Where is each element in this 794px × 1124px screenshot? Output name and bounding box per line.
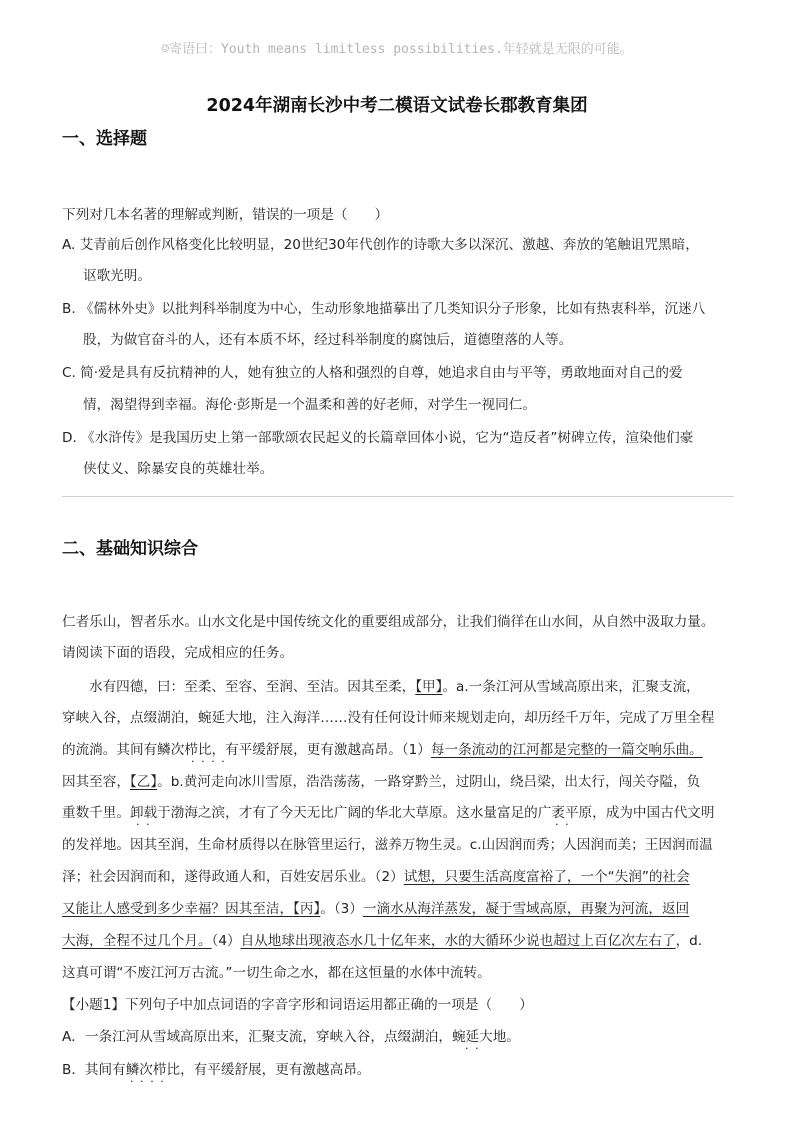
- sub-question-1: 【小题1】下列句子中加点词语的字音字形和词语运用都正确的一项是（ ）: [62, 997, 533, 1013]
- passage-line3: 的流淌。其间有鳞次栉比，有平缓舒展，更有激越高昂。（1）每一条流动的江河都是完整的一篇交响乐曲。: [62, 742, 703, 758]
- blank-bing: 【丙】: [293, 901, 321, 917]
- option-a-line1: A. 艾青前后创作风格变化比较明显，20世纪30年代创作的诗歌大多以深沉、激越、奔放的笔触诅咒黑暗，: [62, 237, 699, 253]
- option-d-line1: D. 《水浒传》是我国历史上第一部歌颂农民起义的长篇章回体小说，它为“造反者”树碑立传，渲染他们豪: [62, 430, 694, 446]
- sub-option-a: A．一条江河从雪域高原出来，汇聚支流，穿峡入谷，点缀湖泊，蜿延大地。: [62, 1029, 520, 1045]
- option-b-line1: B. 《儒林外史》以批判科举制度为中心，生动形象地描摹出了几类知识分子形象，比如有热衷科举，沉迷八: [62, 301, 706, 317]
- option-d-line2: 侠仗义、除暴安良的英雄壮举。: [83, 461, 274, 477]
- intro-line1: 仁者乐山，智者乐水。山水文化是中国传统文化的重要组成部分，让我们徜徉在山水间，从自然中汲取力量。: [62, 614, 715, 630]
- passage-line10: 这真可谓“不废江河万古流。”一切生命之水，都在这恒量的水体中流转。: [62, 965, 491, 981]
- passage-line6: 的发祥地。因其至润，生命材质得以在脉管里运行，滋养万物生灵。c.山因润而秀；人因润而美；王因润而温: [62, 837, 713, 853]
- passage-line8: 又能让人感受到多少幸福？因其至洁，【丙】。（3）一滴水从海洋蒸发，凝于雪域高原，再聚为河流，返回: [62, 901, 690, 917]
- passage-line9: 大海，全程不过几个月。（4）自从地球出现液态水几十亿年来，水的大循环少说也超过上百亿次左右了，d.: [62, 933, 703, 949]
- question-stem: 下列对几本名著的理解或判断，错误的一项是（ ）: [62, 207, 389, 223]
- section-divider: [62, 496, 734, 497]
- passage-line5: 重数千里。卸载于渤海之滨，才有了今天无比广阔的华北大草原。这水量富足的广袤平原，成为中国古代文明: [62, 805, 715, 821]
- underlined-sentence-2: 试想，只要生活高度富裕了，一个“失润”的社会: [403, 869, 690, 885]
- motto-watermark: ☺寄语曰：Youth means limitless possibilities.年轻就是无限的可能。: [161, 42, 633, 57]
- passage-line1: 水有四德，曰：至柔、至容、至润、至洁。因其至柔，【甲】。a.一条江河从雪域高原出来，汇聚支流，: [89, 679, 700, 695]
- blank-jia: 【甲】: [415, 679, 443, 695]
- underlined-sentence-4: 自从地球出现液态水几十亿年来，水的大循环少说也超过上百亿次左右了: [240, 933, 676, 949]
- passage-line4: 因其至容，【乙】。b.黄河走向冰川雪原，浩浩荡荡，一路穿黔兰，过阴山，绕吕梁，出太行，闯关夺隘，负: [62, 774, 701, 790]
- option-c-line2: 情，渴望得到幸福。海伦·彭斯是一个温柔和善的好老师，对学生一视同仁。: [83, 397, 536, 413]
- dotted-word-lincizhibi-b: 鳞次栉比: [125, 1062, 181, 1078]
- underlined-sentence-1: 每一条流动的江河都是完整的一篇交响乐曲。: [430, 742, 703, 758]
- section-heading-choice: 一、选择题: [62, 129, 147, 149]
- sub-option-b: B．其间有鳞次栉比，有平缓舒展，更有激越高昂。: [62, 1062, 371, 1078]
- section-heading-basics: 二、基础知识综合: [62, 539, 198, 559]
- option-b-line2: 股，为做官奋斗的人，还有本质不坏，经过科举制度的腐蚀后，道德堕落的人等。: [83, 332, 573, 348]
- option-c-line1: C. 简·爱是具有反抗精神的人，她有独立的人格和强烈的自尊，她追求自由与平等，勇敢地面对自己的爱: [62, 365, 683, 381]
- intro-line2: 请阅读下面的语段，完成相应的任务。: [62, 645, 294, 661]
- blank-yi: 【乙】: [129, 774, 158, 790]
- emphasis-dots: ··: [465, 1042, 486, 1055]
- page-title: 2024年湖南长沙中考二模语文试卷长郡教育集团: [206, 96, 588, 116]
- option-a-line2: 讴歌光明。: [83, 268, 151, 284]
- dotted-word-guangmao: 广袤: [537, 805, 565, 821]
- emphasis-dots: ··: [555, 818, 576, 831]
- passage-line2: 穿峡入谷，点缀湖泊，蜿延大地，注入海洋……没有任何设计师来规划走向，却历经千万年，完成了万里全程: [62, 710, 715, 726]
- dotted-word-wanyan: 蜿延: [451, 1029, 480, 1045]
- emphasis-dots: ····: [130, 1075, 171, 1088]
- emphasis-dots: ··: [136, 818, 157, 831]
- emphasis-dots: ····: [191, 755, 232, 768]
- dotted-word-lincizhibi: 鳞次栉比: [157, 742, 212, 758]
- passage-line7: 泽；社会因润而和，遂得政通人和，百姓安居乐业。（2）试想，只要生活高度富裕了，一个“失润”的社会: [62, 869, 690, 885]
- underlined-sentence-3: 一滴水从海洋蒸发，凝于雪域高原，再聚为河流，返回: [362, 901, 690, 917]
